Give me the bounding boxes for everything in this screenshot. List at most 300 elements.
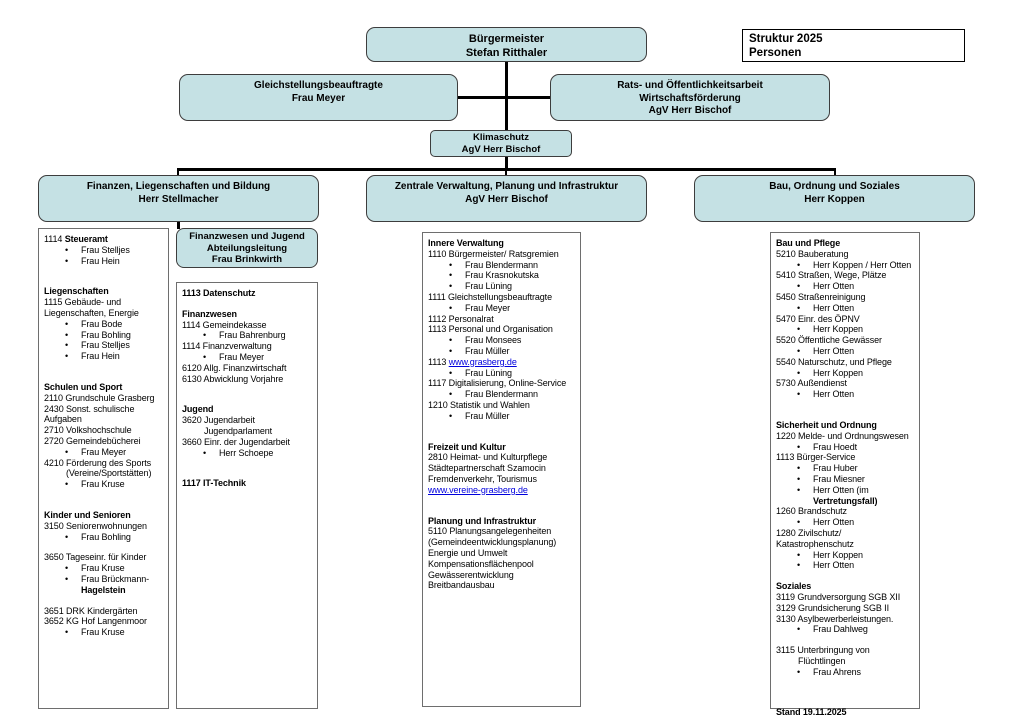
line-text: 3660 Einr. der Jugendarbeit <box>182 436 290 447</box>
list-line <box>44 297 168 308</box>
line-text: 1111 Gleichstellungsbeauftragte <box>428 291 552 302</box>
line-text: 5520 Öffentliche Gewässer <box>776 335 882 346</box>
line-text: Gewässerentwicklung <box>428 569 514 580</box>
abteilung-line2: Abteilungsleitung <box>206 242 288 254</box>
person-name: Herr Otten (im <box>813 484 869 495</box>
list-line <box>776 528 919 539</box>
spacer <box>776 677 919 687</box>
spacer <box>44 596 168 606</box>
bullet-icon: • <box>449 389 453 400</box>
gleichstellung-person: Frau Meyer <box>291 92 346 104</box>
line-text: 3651 DRK Kindergärten <box>44 605 138 616</box>
line-text: 1117 Digitalisierung, Online-Service <box>428 378 567 389</box>
person-name: Frau Müller <box>465 345 510 356</box>
line-text: 1112 Personalrat <box>428 313 494 324</box>
person-name: Frau Blendermann <box>465 389 538 400</box>
list-line <box>44 414 168 425</box>
person-name: Frau Lüning <box>465 367 512 378</box>
line-text: 5450 Straßenreinigung <box>776 291 866 302</box>
person-bullet <box>776 346 919 357</box>
line-text: Jugend <box>182 404 214 415</box>
person-name: Herr Otten <box>813 389 855 400</box>
spacer <box>428 422 580 432</box>
dept-finanzen-box <box>38 175 319 222</box>
spacer <box>776 635 919 645</box>
line-text: Katastrophenschutz <box>776 538 854 549</box>
person-bullet <box>776 260 919 271</box>
bullet-icon: • <box>797 666 801 677</box>
spacer <box>776 697 919 707</box>
line-text: 1280 Zivilschutz/ <box>776 527 842 538</box>
list-line <box>44 552 168 563</box>
person-bullet <box>428 368 580 379</box>
line-text: 1260 Brandschutz <box>776 506 847 517</box>
line-text: Städtepartnerschaft Szamocin <box>428 463 546 474</box>
rats-line3: AgV Herr Bischof <box>648 105 732 116</box>
line-text: 5470 Einr. des ÖPNV <box>776 313 860 324</box>
line-text: Innere Verwaltung <box>428 238 504 248</box>
dept-zentrale-box <box>366 175 647 222</box>
line-text: 2430 Sonst. schulische <box>44 403 135 414</box>
bullet-icon: • <box>797 484 801 495</box>
line-text: Breitbandausbau <box>428 580 495 591</box>
bullet-icon: • <box>797 624 801 635</box>
website-link[interactable]: www.grasberg.de <box>448 356 517 367</box>
person-bullet <box>44 447 168 458</box>
struktur-legend-line1: Struktur 2025 <box>749 33 823 45</box>
person-name: Frau Stelljes <box>81 244 130 255</box>
spacer <box>44 490 168 500</box>
line-text: 3115 Unterbringung von <box>776 645 870 656</box>
list-line <box>776 592 919 603</box>
list-line <box>776 656 919 667</box>
spacer <box>428 432 580 442</box>
list-bau-ordnung-soziales <box>770 232 920 718</box>
list-line <box>428 378 580 389</box>
rats-line1: Rats- und Öffentlichkeitsarbeit <box>617 80 763 91</box>
person-name: Herr Koppen <box>813 549 863 560</box>
person-bullet <box>44 563 168 574</box>
line-text: Aufgaben <box>44 414 82 425</box>
line-prefix: 1113 <box>428 356 449 367</box>
section-heading <box>428 442 580 453</box>
list-line <box>182 437 317 448</box>
person-name: Herr Otten <box>813 281 855 292</box>
spacer <box>44 362 168 372</box>
person-name: Frau Stelljes <box>81 340 130 351</box>
line-text: Kinder und Senioren <box>44 509 131 520</box>
spacer <box>44 276 168 286</box>
list-line <box>776 603 919 614</box>
link-line <box>428 485 580 496</box>
bullet-icon: • <box>65 255 69 266</box>
line-text: (Gemeindeentwicklungsplanung) <box>428 537 557 548</box>
person-bullet <box>776 474 919 485</box>
struktur-legend <box>742 29 965 62</box>
person-bullet <box>44 532 168 543</box>
list-line <box>776 335 919 346</box>
person-bullet <box>44 574 168 585</box>
section-heading <box>428 238 580 249</box>
list-line <box>776 506 919 517</box>
person-name: Herr Koppen / Herr Otten <box>813 259 912 270</box>
bullet-icon: • <box>65 573 69 584</box>
list-line <box>428 526 580 537</box>
line-text: Bau und Pflege <box>776 238 841 248</box>
person-name: Frau Monsees <box>465 335 522 346</box>
bullet-icon: • <box>203 447 207 458</box>
bullet-icon: • <box>449 335 453 346</box>
spacer <box>44 542 168 552</box>
person-bullet <box>44 245 168 256</box>
person-name: Frau Bohling <box>81 531 131 542</box>
klimaschutz-title: Klimaschutz <box>473 132 529 143</box>
connector-staff-horizontal <box>458 96 550 99</box>
bullet-icon: • <box>65 479 69 490</box>
list-line <box>776 614 919 625</box>
list-line <box>182 426 317 437</box>
section-heading <box>44 286 168 297</box>
person-name: Herr Otten <box>813 517 855 528</box>
website-link[interactable]: www.vereine-grasberg.de <box>428 484 528 495</box>
line-text: 2720 Gemeindebücherei <box>44 435 141 446</box>
list-line <box>44 404 168 415</box>
line-text: 1114 Gemeindekasse <box>182 319 267 330</box>
list-line <box>776 378 919 389</box>
section-heading <box>182 404 317 415</box>
line-text: 1113 Personal und Organisation <box>428 324 553 335</box>
bullet-icon: • <box>797 517 801 528</box>
list-line <box>182 320 317 331</box>
spacer <box>182 299 317 309</box>
person-name: Frau Kruse <box>81 627 125 638</box>
line-text: Planung und Infrastruktur <box>428 515 537 526</box>
bullet-icon: • <box>65 244 69 255</box>
person-name: Vertretungsfall) <box>813 495 878 506</box>
bullet-icon: • <box>797 281 801 292</box>
person-name: Frau Miesner <box>813 473 865 484</box>
gleichstellung-title: Gleichstellungsbeauftragte <box>254 80 383 91</box>
section-heading <box>428 516 580 527</box>
person-name: Frau Bohling <box>81 329 131 340</box>
bullet-icon: • <box>449 302 453 313</box>
person-name: Frau Bahrenburg <box>219 330 286 341</box>
person-bullet <box>44 330 168 341</box>
list-line <box>44 468 168 479</box>
spacer <box>182 394 317 404</box>
list-line <box>776 270 919 281</box>
bullet-icon: • <box>65 446 69 457</box>
list-line <box>776 431 919 442</box>
list-line <box>44 616 168 627</box>
line-text: 5410 Straßen, Wege, Plätze <box>776 270 887 281</box>
list-line <box>182 374 317 385</box>
person-bullet <box>776 517 919 528</box>
person-bullet <box>44 340 168 351</box>
person-bullet <box>776 463 919 474</box>
person-bullet <box>776 496 919 507</box>
person-name: Herr Schoepe <box>219 447 274 458</box>
line-text: Liegenschaften <box>44 286 109 297</box>
person-bullet <box>182 330 317 341</box>
bullet-icon: • <box>449 410 453 421</box>
list-line <box>428 570 580 581</box>
person-name: Frau Hoedt <box>813 441 858 452</box>
line-text: Liegenschaften, Energie <box>44 307 139 318</box>
spacer <box>44 266 168 276</box>
line-text: 3129 Grundsicherung SGB II <box>776 602 889 613</box>
bullet-icon: • <box>797 473 801 484</box>
line-text: 2110 Grundschule Grasberg <box>44 392 155 403</box>
line-text: 3150 Seniorenwohnungen <box>44 520 147 531</box>
person-name: Frau Blendermann <box>465 259 538 270</box>
line-text: Energie und Umwelt <box>428 547 508 558</box>
person-bullet <box>776 442 919 453</box>
dept-zentrale-person: AgV Herr Bischof <box>465 193 548 205</box>
line-text: (Vereine/Sportstätten) <box>66 468 152 479</box>
line-text: 5110 Planungsangelegenheiten <box>428 526 552 537</box>
line-text: 5730 Außendienst <box>776 378 847 389</box>
list-line <box>428 292 580 303</box>
klimaschutz-box <box>430 130 572 157</box>
struktur-legend-line2: Personen <box>749 47 802 59</box>
bullet-icon: • <box>797 302 801 313</box>
list-line <box>776 645 919 656</box>
list-line <box>428 537 580 548</box>
spacer <box>776 571 919 581</box>
line-text: 1117 IT-Technik <box>182 478 246 489</box>
spacer <box>44 500 168 510</box>
person-bullet <box>776 303 919 314</box>
person-name: Frau Lüning <box>465 281 512 292</box>
person-bullet <box>428 270 580 281</box>
list-line <box>182 415 317 426</box>
bullet-icon: • <box>797 345 801 356</box>
line-text: Jugendparlament <box>204 425 273 436</box>
klimaschutz-person: AgV Herr Bischof <box>461 143 541 155</box>
list-line <box>428 249 580 260</box>
line-text: 1113 Bürger-Service <box>776 452 856 463</box>
spacer <box>776 410 919 420</box>
buergermeister-title: Bürgermeister <box>468 33 545 45</box>
person-name: Frau Kruse <box>81 479 125 490</box>
section-heading <box>44 510 168 521</box>
dept-bau-box <box>694 175 975 222</box>
person-name: Herr Otten <box>813 560 855 571</box>
line-text: 3620 Jugendarbeit <box>182 415 255 426</box>
spacer <box>182 468 317 478</box>
person-bullet <box>182 352 317 363</box>
bullet-icon: • <box>203 330 207 341</box>
line-text: 5540 Naturschutz, und Pflege <box>776 356 892 367</box>
person-name: Frau Müller <box>465 410 510 421</box>
line-text: 4210 Förderung des Sports <box>44 457 152 468</box>
bullet-icon: • <box>797 560 801 571</box>
bullet-icon: • <box>449 259 453 270</box>
person-bullet <box>182 448 317 459</box>
person-bullet <box>776 667 919 678</box>
line-text: 1210 Statistik und Wahlen <box>428 399 530 410</box>
list-line <box>428 559 580 570</box>
person-name: Herr Koppen <box>813 324 863 335</box>
dept-bau-person: Herr Koppen <box>804 193 865 205</box>
list-line <box>776 314 919 325</box>
bullet-icon: • <box>65 531 69 542</box>
list-line <box>428 474 580 485</box>
person-name: Frau Huber <box>813 463 858 474</box>
person-bullet <box>428 281 580 292</box>
list-line <box>428 324 580 335</box>
person-bullet <box>44 479 168 490</box>
dept-finanzen-person: Herr Stellmacher <box>138 193 219 205</box>
person-bullet <box>776 281 919 292</box>
rats-line2: Wirtschaftsförderung <box>639 92 741 104</box>
person-bullet <box>776 550 919 561</box>
line-text: 1115 Gebäude- und <box>44 297 122 308</box>
spacer <box>182 458 317 468</box>
bullet-icon: • <box>65 563 69 574</box>
dept-finanzen-title: Finanzen, Liegenschaften und Bildung <box>86 181 271 192</box>
person-bullet <box>776 624 919 635</box>
person-bullet <box>44 585 168 596</box>
line-text: Stand 19.11.2025 <box>776 707 847 718</box>
person-name: Frau Ahrens <box>813 666 861 677</box>
list-line <box>44 521 168 532</box>
person-bullet <box>428 411 580 422</box>
spacer <box>776 687 919 697</box>
person-bullet <box>428 303 580 314</box>
person-name: Frau Brückmann- <box>81 573 150 584</box>
list-line <box>44 458 168 469</box>
line-text: Flüchtlingen <box>798 655 846 666</box>
list-line <box>44 393 168 404</box>
link-line <box>428 357 580 368</box>
person-name: Frau Krasnokutska <box>465 270 539 281</box>
list-line <box>182 341 317 352</box>
person-name: Herr Otten <box>813 345 855 356</box>
line-text: 1113 Datenschutz <box>182 288 256 298</box>
bullet-icon: • <box>449 367 453 378</box>
line-text: Sicherheit und Ordnung <box>776 419 877 430</box>
bullet-icon: • <box>65 351 69 362</box>
bullet-icon: • <box>797 441 801 452</box>
person-bullet <box>428 346 580 357</box>
line-text: Kompensationsflächenpool <box>428 558 534 569</box>
line-text: 3130 Asylbewerberleistungen. <box>776 613 894 624</box>
section-heading <box>182 288 317 299</box>
line-text: Finanzwesen <box>182 308 237 319</box>
person-name: Frau Bode <box>81 318 123 329</box>
person-name: Frau Hein <box>81 255 120 266</box>
line-text: 2710 Volkshochschule <box>44 425 132 436</box>
section-heading <box>776 238 919 249</box>
line-text: 1220 Melde- und Ordnungswesen <box>776 430 909 441</box>
section-heading <box>776 420 919 431</box>
line-text: Freizeit und Kultur <box>428 441 506 452</box>
list-line <box>44 425 168 436</box>
line-text: 3652 KG Hof Langenmoor <box>44 616 147 627</box>
list-line <box>428 463 580 474</box>
gleichstellungsbeauftragte-box <box>179 74 458 121</box>
person-bullet <box>776 324 919 335</box>
bullet-icon: • <box>65 329 69 340</box>
person-name: Frau Hein <box>81 351 120 362</box>
list-finanzen-liegenschaften-bildung <box>38 228 169 709</box>
person-bullet <box>44 319 168 330</box>
person-name: Herr Otten <box>813 302 855 313</box>
bullet-icon: • <box>203 351 207 362</box>
list-line <box>776 292 919 303</box>
spacer <box>182 384 317 394</box>
line-text: 3650 Tageseinr. für Kinder <box>44 552 147 563</box>
bullet-icon: • <box>65 627 69 638</box>
person-name: Herr Koppen <box>813 367 863 378</box>
spacer <box>776 400 919 410</box>
list-line <box>44 308 168 319</box>
person-name: Frau Kruse <box>81 563 125 574</box>
person-name: Frau Dahlweg <box>813 624 868 635</box>
line-text: 3119 Grundversorgung SGB XII <box>776 591 901 602</box>
list-line <box>428 314 580 325</box>
person-bullet <box>44 351 168 362</box>
list-line <box>428 452 580 463</box>
list-line <box>776 539 919 550</box>
heading-text: Steueramt <box>64 234 108 244</box>
buergermeister-person: Stefan Ritthaler <box>465 46 548 59</box>
bullet-icon: • <box>449 345 453 356</box>
buergermeister-box <box>366 27 647 62</box>
abteilung-person: Frau Brinkwirth <box>211 254 283 265</box>
rats-oeffentlichkeitsarbeit-box <box>550 74 830 121</box>
list-line <box>776 249 919 260</box>
person-bullet <box>44 627 168 638</box>
person-name: Frau Meyer <box>465 302 511 313</box>
list-zentrale-verwaltung <box>422 232 581 707</box>
bullet-icon: • <box>797 463 801 474</box>
line-text: Schulen und Sport <box>44 381 123 392</box>
list-line <box>428 400 580 411</box>
list-line <box>44 606 168 617</box>
list-line <box>182 363 317 374</box>
abteilungsleitung-box <box>176 228 318 268</box>
person-bullet <box>776 560 919 571</box>
spacer <box>44 372 168 382</box>
person-bullet <box>776 389 919 400</box>
person-name: Frau Meyer <box>219 351 265 362</box>
list-line <box>776 357 919 368</box>
person-bullet <box>428 260 580 271</box>
section-heading <box>776 581 919 592</box>
list-line <box>428 580 580 591</box>
bullet-icon: • <box>797 324 801 335</box>
line-text: Fremdenverkehr, Tourismus <box>428 473 537 484</box>
dept-bau-title: Bau, Ordnung und Soziales <box>769 181 900 192</box>
bullet-icon: • <box>797 259 801 270</box>
person-bullet <box>776 485 919 496</box>
section-heading <box>182 478 317 489</box>
line-text: Soziales <box>776 581 812 592</box>
person-bullet <box>44 256 168 267</box>
section-heading <box>182 309 317 320</box>
list-line <box>776 452 919 463</box>
line-text: 1110 Bürgermeister/ Ratsgremien <box>428 248 559 259</box>
line-text: 1114 Finanzverwaltung <box>182 341 272 352</box>
person-name: Hagelstein <box>81 584 126 595</box>
list-finanzwesen-jugend <box>176 282 318 709</box>
line-text: 6120 Allg. Finanzwirtschaft <box>182 362 287 373</box>
list-line <box>44 436 168 447</box>
line-text: 2810 Heimat- und Kulturpflege <box>428 452 548 463</box>
